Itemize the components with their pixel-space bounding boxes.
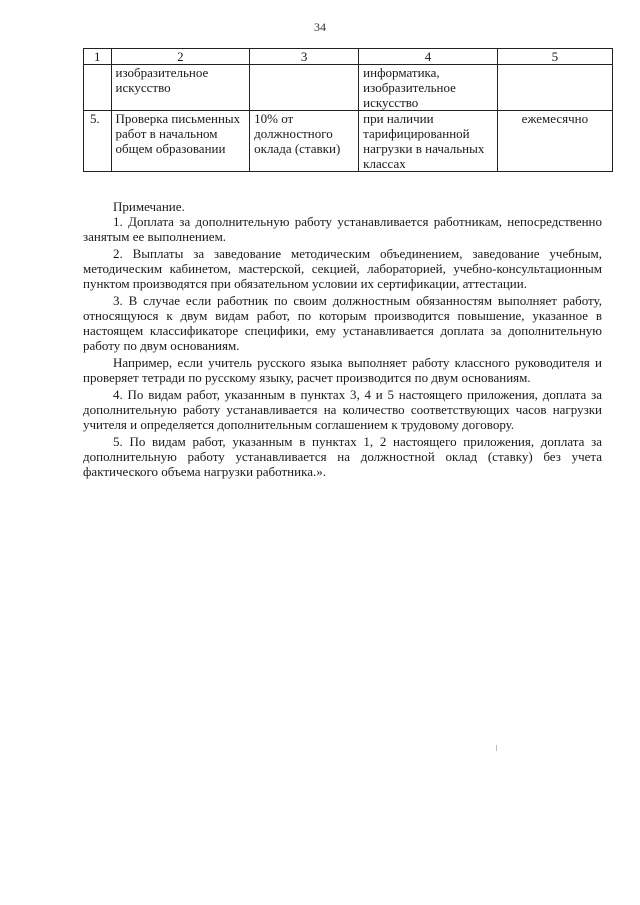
- table-row-5: [84, 111, 613, 172]
- row5-work-type: Проверка письменных работ в начальном общем образовании: [111, 111, 250, 172]
- header-cell-4: 4: [359, 49, 498, 65]
- notes-title: Примечание.: [113, 199, 185, 214]
- note-item-4: 4. По видам работ, указанным в пунктах 3, 4 и 5 настоящего приложения, доплата за дополнительную работу устанавливается на количество соответствующих часов нагрузки учителя и определяется дополнительным соглашением к трудовому договору.: [83, 387, 602, 432]
- scan-artifact-mark: [496, 745, 497, 751]
- note-item-2: 2. Выплаты за заведование методическим объединением, заведование учебным, методическим кабинетом, мастерской, секцией, лабораторией, учебно-консультационным пунктом производятся при обязательном условии их сертификации, аттестации.: [83, 246, 602, 291]
- surcharge-table: [83, 48, 613, 172]
- row5-number: 5.: [84, 111, 112, 172]
- page-number: 34: [314, 20, 326, 34]
- cont-cell-frequency: [497, 65, 612, 111]
- notes-section: [83, 199, 602, 481]
- cont-cell-amount: [250, 65, 359, 111]
- row5-condition: при наличии тарифицированной нагрузки в начальных классах: [359, 111, 498, 172]
- header-cell-1: 1: [84, 49, 112, 65]
- row5-amount: 10% от должностного оклада (ставки): [250, 111, 359, 172]
- note-item-3: 3. В случае если работник по своим должностным обязанностям выполняет работу, относящуюся к двум видам работ, по которым производится повышение, указанное в настоящем классификаторе специфики, ему устанавливается доплата за дополнительную работу по двум основаниям.: [83, 293, 602, 353]
- cont-cell-work-type: изобразительное искусство: [111, 65, 250, 111]
- note-item-example: Например, если учитель русского языка выполняет работу классного руководителя и проверяет тетради по русскому языку, расчет производится по двум основаниям.: [83, 355, 602, 385]
- cont-cell-number: [84, 65, 112, 111]
- header-cell-5: 5: [497, 49, 612, 65]
- note-item-5: 5. По видам работ, указанным в пунктах 1, 2 настоящего приложения, доплата за дополнительную работу устанавливается на должностной оклад (ставку) без учета фактического объема нагрузки работника.».: [83, 434, 602, 479]
- note-item-1: 1. Доплата за дополнительную работу устанавливается работникам, непосредственно занятым ее выполнением.: [83, 214, 602, 244]
- header-cell-3: 3: [250, 49, 359, 65]
- table-header-row: [84, 49, 613, 65]
- table-row-continuation: [84, 65, 613, 111]
- row5-frequency: ежемесячно: [497, 111, 612, 172]
- header-cell-2: 2: [111, 49, 250, 65]
- cont-cell-condition: информатика, изобразительное искусство: [359, 65, 498, 111]
